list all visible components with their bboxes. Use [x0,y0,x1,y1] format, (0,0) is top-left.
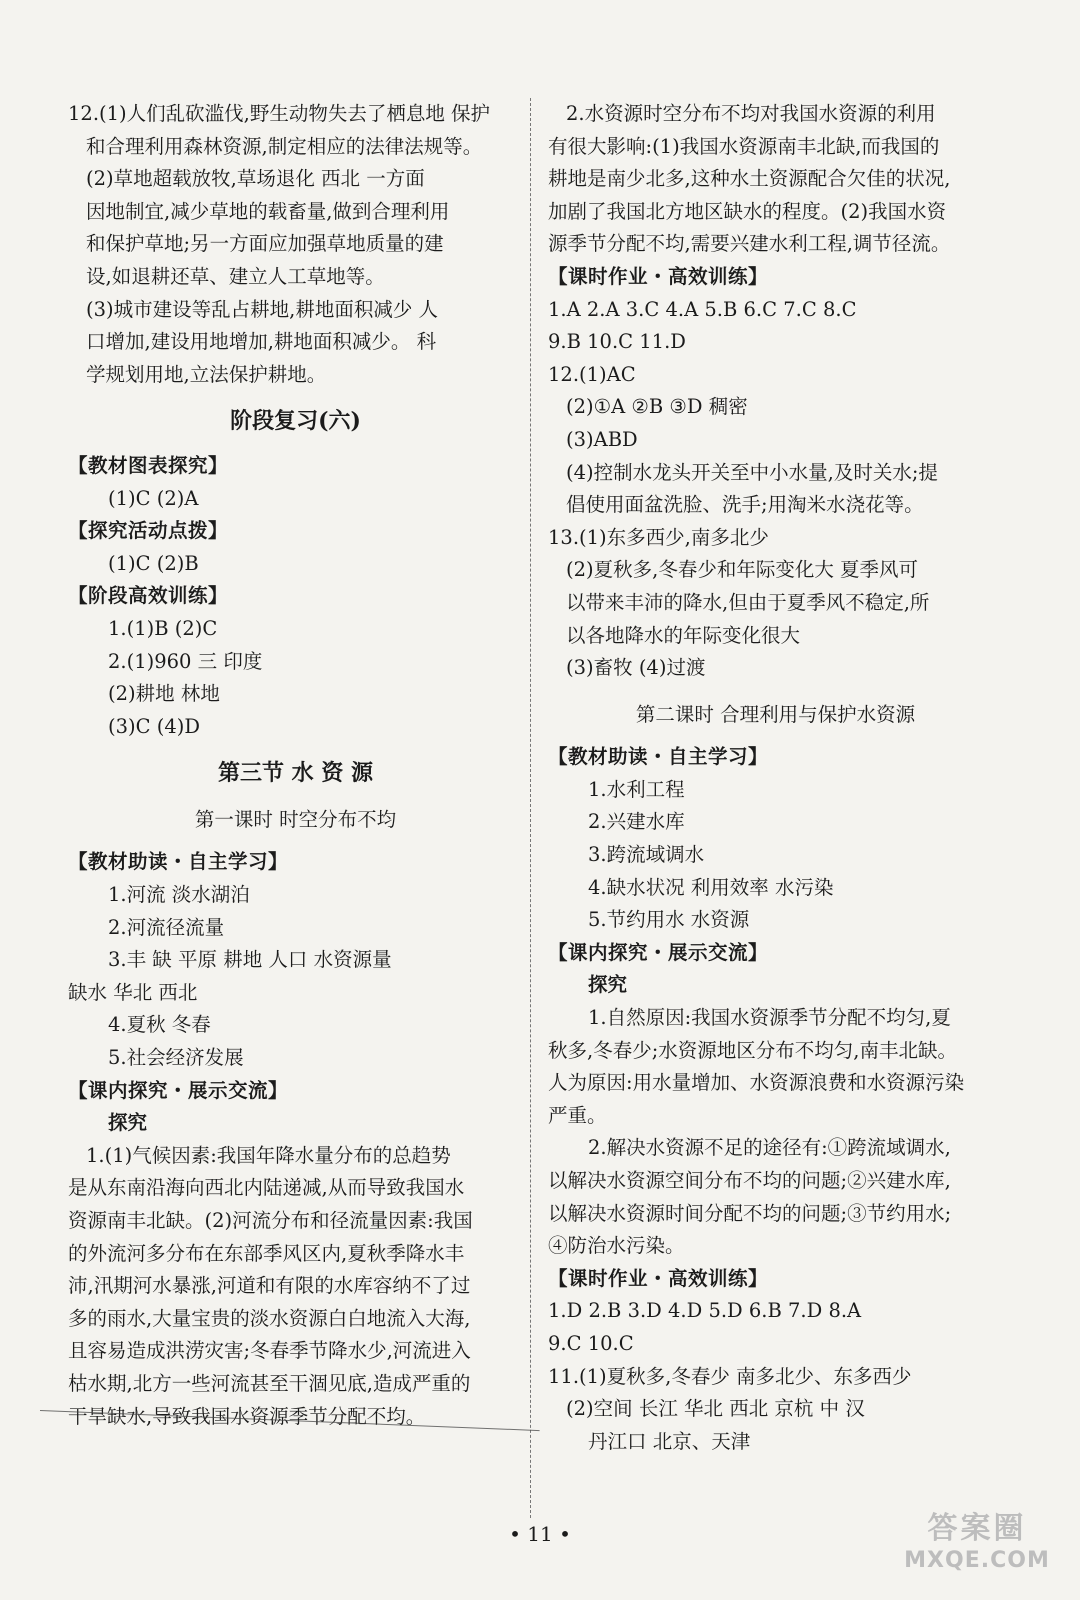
lesson1-title: 第一课时 时空分布不均 [194,807,397,831]
answer-line: (4)控制水龙头开关至中小水量,及时关水;提 [566,460,938,484]
explore-text: 沛,汛期河水暴涨,河道和有限的水库容纳不了过 [68,1274,471,1298]
answer-line: 5.节约用水 水资源 [588,908,750,932]
answer-line: 5.社会经济发展 [108,1046,244,1070]
explore-text: 2.水资源时空分布不均对我国水资源的利用 [566,102,936,125]
answer-line: 2.河流径流量 [108,915,225,939]
answer-line: 3.跨流域调水 [588,843,705,867]
section-label: 【课内探究・展示交流】 [548,940,769,964]
explore-text: 1.(1)气候因素:我国年降水量分布的总趋势 [86,1143,451,1167]
left-column [68,98,523,1433]
explore-text: 且容易造成洪涝灾害;冬春季节降水少,河流进入 [68,1339,471,1363]
q12-text: 和合理利用森林资源,制定相应的法律法规等。 [86,134,483,158]
answer-line: 2.兴建水库 [588,810,685,834]
explore-text: 是从东南沿海向西北内陆递减,从而导致我国水 [68,1176,465,1200]
section-label: 【教材图表探究】 [68,453,229,477]
explore-text: 枯水期,北方一些河流甚至干涸见底,造成严重的 [68,1371,471,1395]
explore-text: 1.自然原因:我国水资源季节分配不均匀,夏 [588,1006,951,1030]
watermark-top: 答案圈 [927,1511,1027,1546]
answer-line: (3)畜牧 (4)过渡 [566,656,706,680]
section-label: 【教材助读・自主学习】 [548,745,769,769]
answer-line: 1.河流 淡水湖泊 [108,883,250,907]
explore-text: 干旱缺水,导致我国水资源季节分配不均。 [68,1404,426,1428]
review-title: 阶段复习(六) [230,408,361,435]
answer-line: 1.水利工程 [588,777,685,801]
explore-label: 探究 [588,973,628,997]
explore-text: 有很大影响:(1)我国水资源南丰北缺,而我国的 [548,134,940,158]
answer-line: 以带来丰沛的降水,但由于夏季风不稳定,所 [566,590,930,614]
watermark [892,1510,1062,1580]
watermark-bottom: MXQE.COM [904,1548,1050,1573]
answer-line: (3)ABD [566,427,638,451]
section-label: 【课时作业・高效训练】 [548,264,769,288]
explore-label: 探究 [108,1111,148,1135]
section-label: 【课时作业・高效训练】 [548,1266,769,1290]
q12-text: 口增加,建设用地增加,耕地面积减少。 科 [86,330,437,354]
answer-line: 11.(1)夏秋多,冬春少 南多北少、东多西少 [548,1364,912,1388]
answer-line: 缺水 华北 西北 [68,980,198,1004]
q12-text: (2)草地超载放牧,草场退化 西北 一方面 [86,167,425,191]
section-label: 【教材助读・自主学习】 [68,850,289,874]
section-label: 【课内探究・展示交流】 [68,1078,289,1102]
explore-text: 加剧了我国北方地区缺水的程度。(2)我国水资 [548,199,947,223]
explore-text: 以解决水资源时间分配不均的问题;③节约用水; [548,1201,952,1225]
page-number: • 11 • [509,1522,571,1546]
explore-text: 耕地是南少北多,这种水土资源配合欠佳的状况, [548,167,951,191]
explore-text: 以解决水资源空间分布不均的问题;②兴建水库, [548,1169,951,1192]
answer-line: 9.C 10.C [548,1331,634,1355]
answer-line: 12.(1)AC [548,362,636,386]
right-column [548,98,1003,1458]
answer-line: 丹江口 北京、天津 [588,1429,751,1453]
explore-text: 人为原因:用水量增加、水资源浪费和水资源污染 [548,1071,965,1095]
column-divider [530,98,531,1518]
explore-text: 多的雨水,大量宝贵的淡水资源白白地流入大海, [68,1306,471,1330]
answer-line: 1.D 2.B 3.D 4.D 5.D 6.B 7.D 8.A [548,1299,862,1323]
explore-text: 资源南丰北缺。(2)河流分布和径流量因素:我国 [68,1209,473,1232]
q12-text: 学规划用地,立法保护耕地。 [86,362,327,386]
answer-line: (3)C (4)D [108,714,200,738]
q12-text: 设,如退耕还草、建立人工草地等。 [86,264,385,288]
answer-line: (2)夏秋多,冬春少和年际变化大 夏季风可 [566,558,919,582]
q12-text: (3)城市建设等乱占耕地,耕地面积减少 人 [86,297,439,321]
answer-line: 4.夏秋 冬春 [108,1013,211,1037]
answer-line: 1.(1)B (2)C [108,616,218,640]
explore-text: 2.解决水资源不足的途径有:①跨流域调水, [588,1136,951,1160]
q12-text: 因地制宜,减少草地的载畜量,做到合理利用 [86,199,450,223]
lesson2-title: 第二课时 合理利用与保护水资源 [635,702,916,726]
section-label: 【探究活动点拨】 [68,519,229,543]
answer-line: (2)空间 长江 华北 西北 京杭 中 汉 [566,1397,865,1421]
answer-line: 1.A 2.A 3.C 4.A 5.B 6.C 7.C 8.C [548,297,857,321]
answer-line: (2)耕地 林地 [108,682,220,706]
explore-text: ④防治水污染。 [548,1234,685,1258]
answer-line: 4.缺水状况 利用效率 水污染 [588,875,834,899]
answer-line: 倡使用面盆洗脸、洗手;用淘米水浇花等。 [566,493,924,517]
answer-line: 2.(1)960 三 印度 [108,649,263,673]
explore-text: 秋多,冬春少;水资源地区分布不均匀,南丰北缺。 [548,1038,957,1062]
answer-line: 以各地降水的年际变化很大 [566,623,801,647]
explore-text: 的外流河多分布在东部季风区内,夏秋季降水丰 [68,1241,465,1265]
explore-text: 严重。 [548,1103,607,1127]
answer-line: (2)①A ②B ③D 稠密 [566,395,748,419]
section3-title: 第三节 水 资 源 [218,760,373,787]
answer-line: 9.B 10.C 11.D [548,330,686,354]
q12-text: 12.(1)人们乱砍滥伐,野生动物失去了栖息地 保护 [68,102,491,125]
explore-text: 源季节分配不均,需要兴建水利工程,调节径流。 [548,232,951,256]
answer-line: 3.丰 缺 平原 耕地 人口 水资源量 [108,948,392,972]
answer-line: (1)C (2)A [108,486,199,510]
answer-line: 13.(1)东多西少,南多北少 [548,525,769,549]
answer-line: (1)C (2)B [108,551,199,575]
q12-text: 和保护草地;另一方面应加强草地质量的建 [86,232,444,256]
section-label: 【阶段高效训练】 [68,584,229,608]
